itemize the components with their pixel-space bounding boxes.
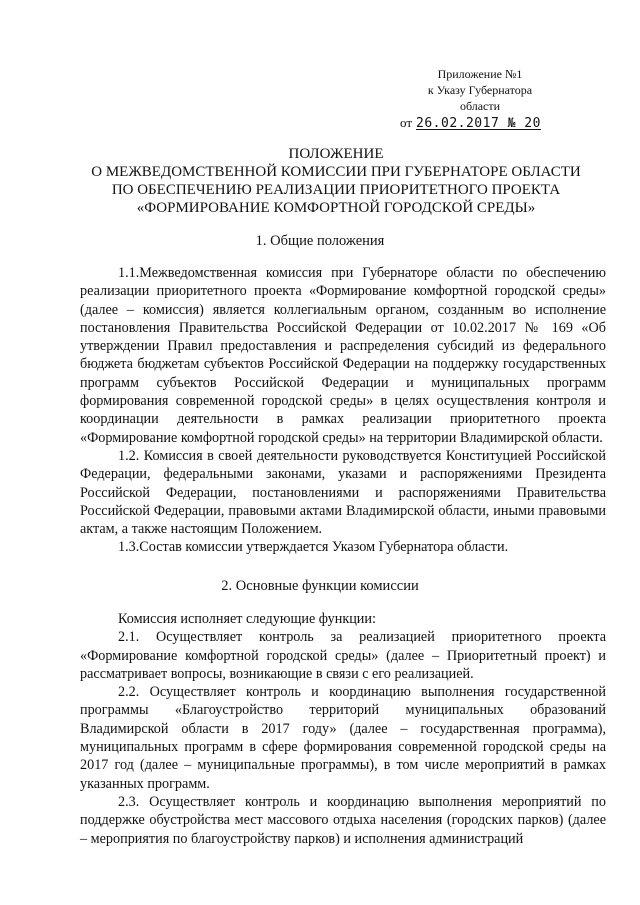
appendix-date-line [400,115,560,132]
date-stamp: 26.02.2017 № 20 [416,116,541,131]
title-line-3: ПО ОБЕСПЕЧЕНИЮ РЕАЛИЗАЦИИ ПРИОРИТЕТНОГО ПРОЕКТА [111,182,561,198]
section-1-body [80,264,606,557]
appendix-line-2: к Указу Губернатора [427,83,533,97]
section-2-intro: Комиссия исполняет следующие функции: [118,611,376,627]
title-line-1: ПОЛОЖЕНИЕ [288,146,384,162]
paragraph-1-1: 1.1.Межведомственная комиссия при Губернаторе области по обеспечению реализации приоритетного проекта «Формирование комфортной городской среды» (далее – комиссия) является коллегиальным органом, созданным во исполнение постановления Правительства Российской Федерации от 10.02.2017 № 169 «Об утверждении Правил предоставления и распределения субсидий из федерального бюджета бюджетам субъектов Российской Федерации на поддержку государственных программ субъектов Российской Федерации и муниципальных программ формирования современной городской среды» в целях осуществления контроля и координации деятельности в рамках реализации приоритетного проекта «Формирование комфортной городской среды» на территории Владимирской области. [80,265,606,446]
date-prefix: от [400,115,413,130]
appendix-block [400,66,560,132]
paragraph-1-3: 1.3.Состав комиссии утверждается Указом Губернатора области. [118,539,509,556]
paragraph-2-3: 2.3. Осуществляет контроль и координацию выполнения мероприятий по поддержке обустройства мест массового отдыха населения (городских парков) (далее – мероприятия по благоустройству парков) и исполнения администраций [80,793,606,847]
document-title [56,145,616,217]
paragraph-1-2: 1.2. Комиссия в своей деятельности руководствуется Конституцией Российской Федерации, федеральными законами, указами и распоряжениями Президента Российской Федерации, постановлениями и распоряжениями Правительства Российской Федерации, правовыми актами Владимирской области, иными правовыми актам, а также настоящим Положением. [80,447,606,538]
title-line-4: «ФОРМИРОВАНИЕ КОМФОРТНОЙ ГОРОДСКОЙ СРЕДЫ» [136,200,536,216]
section-2-heading: 2. Основные функции комиссии [221,578,419,594]
title-line-2: О МЕЖВЕДОМСТВЕННОЙ КОМИССИИ ПРИ ГУБЕРНАТОРЕ ОБЛАСТИ [91,164,581,180]
paragraph-2-1: 2.1. Осуществляет контроль за реализацией приоритетного проекта «Формирование комфортной городской среды» (далее – Приоритетный проект) и рассматривает вопросы, возникающие в связи с его реализацией. [80,629,606,682]
appendix-line-1: Приложение №1 [437,67,523,81]
section-1-heading: 1. Общие положения [255,233,385,249]
paragraph-2-2: 2.2. Осуществляет контроль и координацию выполнения государственной программы «Благоустройство территорий муниципальных образований Владимирской области в 2017 году» (далее – государственная программа), муниципальных программ в сфере формирования современной городской среды на 2017 год (далее – муниципальные программы), в том числе мероприятий в рамках указанных программ. [80,684,606,792]
section-2-body [80,610,606,848]
appendix-line-3: области [459,99,501,113]
